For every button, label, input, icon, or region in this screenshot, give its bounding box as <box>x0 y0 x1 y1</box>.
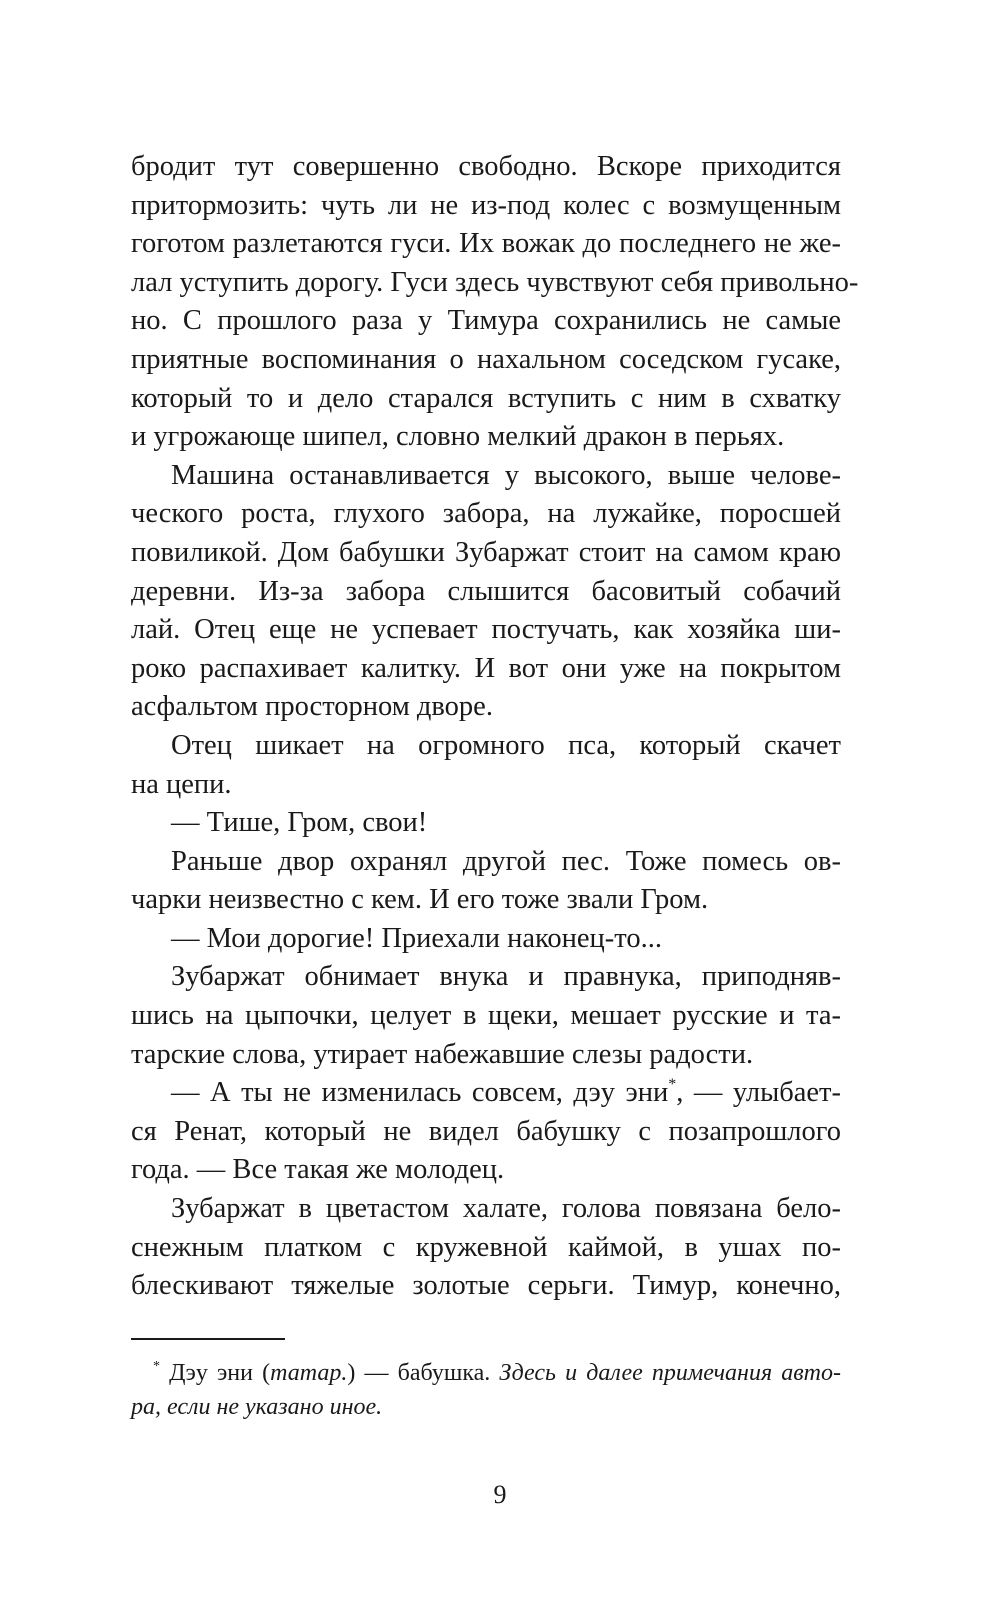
footnote-definition: ) — бабушка. <box>347 1360 500 1386</box>
text-line: притормозить: чуть ли не из-под колес с возмущенным <box>131 189 841 221</box>
footnote-note: ра, если не указано иное. <box>131 1394 383 1420</box>
text-line: повиликой. Дом бабушки Зубаржат стоит на самом краю <box>131 536 841 568</box>
text-line: роко распахивает калитку. И вот они уже на покрытом <box>131 652 841 684</box>
text-line: который то и дело старался вступить с ним в схватку <box>131 382 841 414</box>
paragraph <box>131 148 859 457</box>
text-line: лал уступить дорогу. Гуси здесь чувствуют себя привольно- <box>131 266 859 298</box>
footnote-term: Дэу эни ( <box>169 1360 271 1386</box>
text-line: и угрожающе шипел, словно мелкий дракон в перьях. <box>131 421 785 453</box>
text-line: деревни. Из-за забора слышится басовитый собачий <box>131 575 841 607</box>
text-line: ся Ренат, который не видел бабушку с позапрошлого <box>131 1115 841 1147</box>
dialogue-paragraph <box>131 804 841 843</box>
footnote <box>131 1356 841 1424</box>
footnote-marker: * <box>153 1359 160 1374</box>
text-line: Машина останавливается у высокого, выше челове- <box>171 459 841 491</box>
text-line: на цепи. <box>131 768 232 800</box>
text-line <box>131 1074 841 1113</box>
text-line: но. С прошлого раза у Тимура сохранились не самые <box>131 305 841 337</box>
paragraph <box>131 1190 841 1306</box>
text-line: асфальтом просторном дворе. <box>131 691 493 723</box>
text-line: ческого роста, глухого забора, на лужайке, поросшей <box>131 498 841 530</box>
text-line: Отец шикает на огромного пса, который скачет <box>171 729 841 761</box>
paragraph <box>131 958 841 1074</box>
footnote-line <box>131 1390 841 1424</box>
text-line: Раньше двор охранял другой пес. Тоже помесь ов- <box>171 845 841 877</box>
text-line: шись на цыпочки, целует в щеки, мешает русские и та- <box>131 1000 841 1032</box>
text-line: — Мои дорогие! Приехали наконец-то... <box>171 922 662 954</box>
page-number: 9 <box>493 1480 507 1509</box>
text-segment: — А ты не изменилась совсем, дэу эни <box>171 1077 669 1109</box>
text-line: года. — Все такая же молодец. <box>131 1154 505 1186</box>
text-line: блескивают тяжелые золотые серьги. Тимур, конечно, <box>131 1270 841 1302</box>
text-segment: , — улыбает- <box>676 1077 841 1109</box>
text-line: — Тише, Гром, свои! <box>171 807 428 839</box>
text-line: снежным платком с кружевной каймой, в ушах по- <box>131 1231 841 1263</box>
text-line: гоготом разлетаются гуси. Их вожак до последнего не же- <box>131 228 841 260</box>
paragraph <box>131 843 841 920</box>
text-line: Зубаржат обнимает внука и правнука, приподняв- <box>171 961 841 993</box>
text-line: чарки неизвестно с кем. И его тоже звали Гром. <box>131 884 709 916</box>
footnote-note: Здесь и далее примечания авто- <box>499 1360 841 1386</box>
footnote-language: татар. <box>270 1360 348 1386</box>
paragraph <box>131 727 841 804</box>
footnote-divider <box>131 1338 285 1340</box>
text-line: приятные воспоминания о нахальном соседском гусаке, <box>131 343 841 375</box>
paragraph <box>131 457 841 727</box>
footnote-line <box>131 1356 841 1390</box>
dialogue-paragraph <box>131 1074 841 1190</box>
footnote-reference[interactable]: * <box>668 1076 677 1094</box>
text-line: тарские слова, утирает набежавшие слезы радости. <box>131 1038 754 1070</box>
text-line: Зубаржат в цветастом халате, голова повязана бело- <box>171 1193 841 1225</box>
dialogue-paragraph <box>131 920 841 959</box>
text-line: бродит тут совершенно свободно. Вскоре приходится <box>131 151 841 182</box>
main-text <box>131 148 859 1306</box>
text-line: лай. Отец еще не успевает постучать, как хозяйка ши- <box>131 614 841 646</box>
